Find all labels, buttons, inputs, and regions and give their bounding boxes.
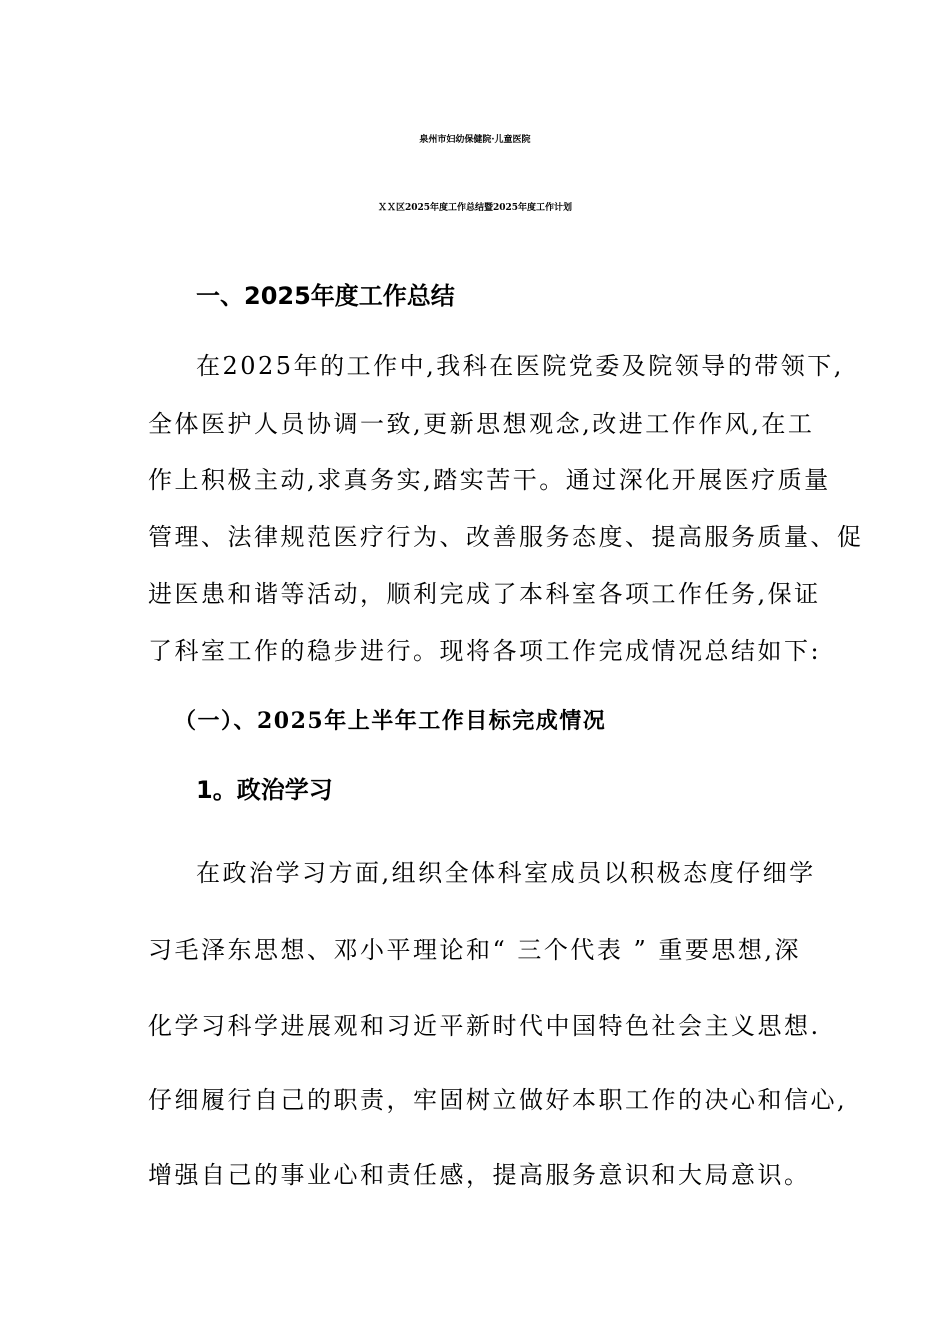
document-title-hospital: 泉州市妇幼保健院·儿童医院 — [419, 135, 531, 145]
item-heading-political-study: 1。政治学习 — [196, 776, 333, 804]
intro-paragraph-line: 了科室工作的稳步进行。现将各项工作完成情况总结如下: — [148, 637, 822, 665]
politics-paragraph-line: 增强自己的事业心和责任感，提高服务意识和大局意识。 — [148, 1161, 811, 1189]
intro-paragraph-line: 进医患和谐等活动，顺利完成了本科室各项工作任务,保证 — [148, 580, 821, 608]
intro-paragraph-line: 在2025年的工作中,我科在医院党委及院领导的带领下, — [196, 352, 844, 380]
politics-paragraph-line: 化学习科学进展观和习近平新时代中国特色社会主义思想. — [148, 1012, 821, 1040]
politics-paragraph-line: 仔细履行自己的职责，牢固树立做好本职工作的决心和信心, — [148, 1086, 848, 1114]
intro-paragraph-line: 全体医护人员协调一致,更新思想观念,改进工作作风,在工 — [148, 410, 815, 438]
intro-paragraph-line: 作上积极主动,求真务实,踏实苦干。通过深化开展医疗质量 — [148, 466, 831, 494]
section-heading-annual-summary: 一、2025年度工作总结 — [196, 282, 455, 310]
intro-paragraph-line: 管理、法律规范医疗行为、改善服务态度、提高服务质量、促 — [148, 523, 864, 551]
document-title-report: ＸＸ区2025年度工作总结暨2025年度工作计划 — [377, 203, 573, 213]
subsection-heading-first-half-goals: （一）、2025年上半年工作目标完成情况 — [174, 708, 607, 734]
politics-paragraph-line: 在政治学习方面,组织全体科室成员以积极态度仔细学 — [196, 859, 816, 887]
politics-paragraph-line: 习毛泽东思想、邓小平理论和“ 三个代表 ” 重要思想,深 — [148, 936, 802, 964]
